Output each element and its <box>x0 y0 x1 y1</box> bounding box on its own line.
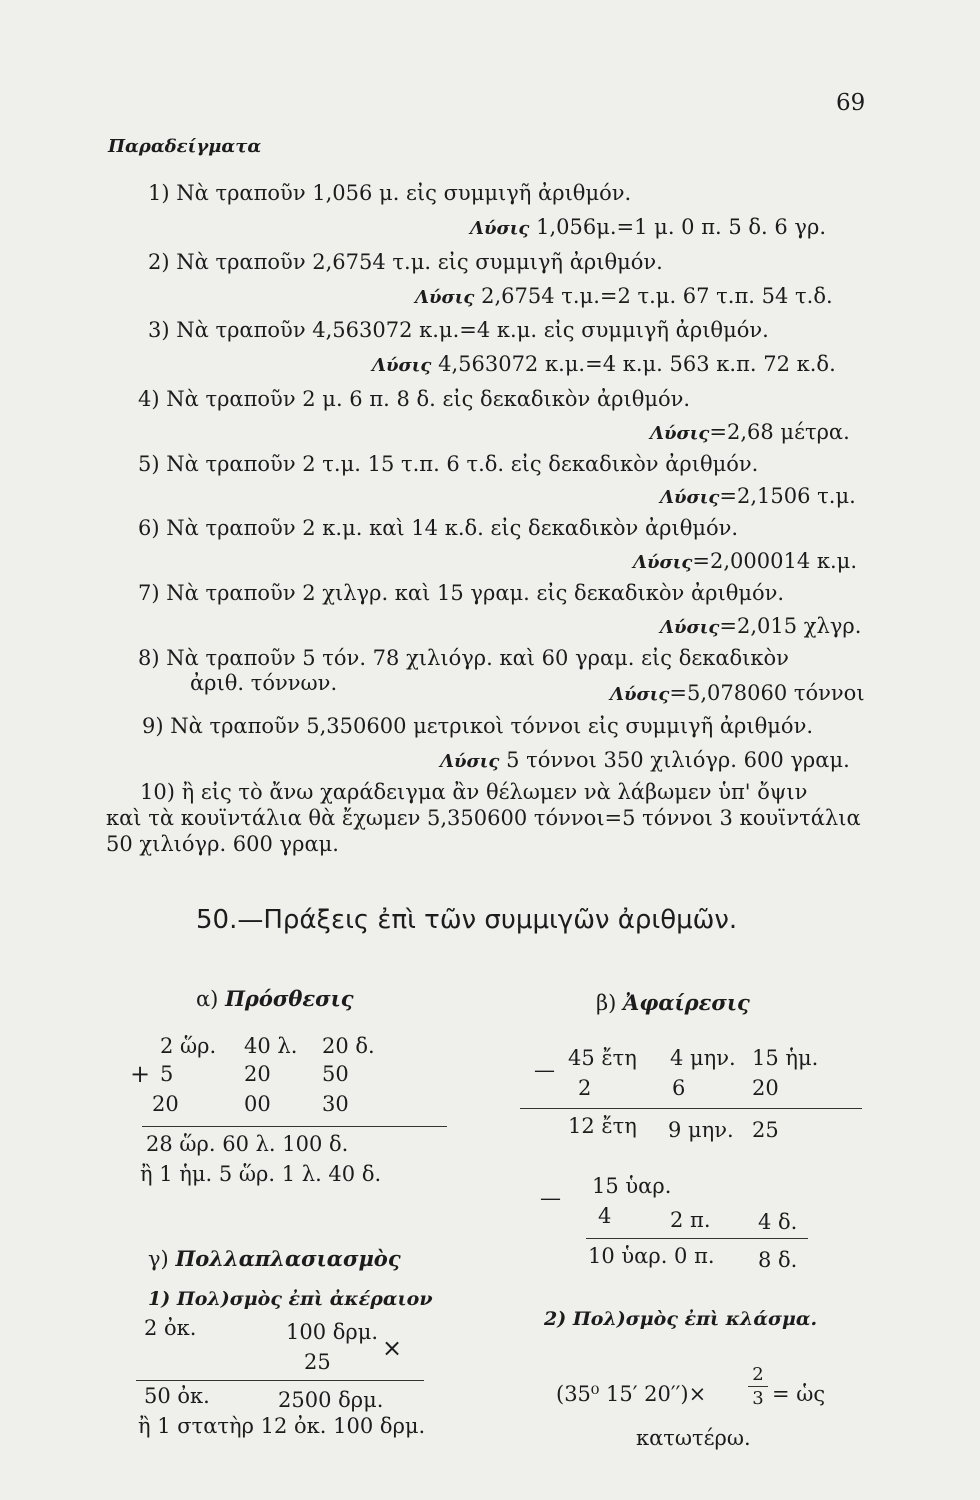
note-10-line-1: 10) ἢ εἰς τὸ ἄνω χαράδειγμα ἂν θέλωμεν νὰ λάβωμεν ὑπ' ὄψιν <box>140 780 808 804</box>
example-4-problem: 4) Νὰ τραποῦν 2 μ. 6 π. 8 δ. εἰς δεκαδικὸν ἀριθμόν. <box>138 387 691 411</box>
example-3-solution: Λύσις 4,563072 κ.μ.=4 κ.μ. 563 κ.π. 72 κ.δ. <box>372 352 836 376</box>
multiplication-sub2-note: κατωτέρω. <box>636 1426 751 1450</box>
example-4-solution: Λύσις=2,68 μέτρα. <box>650 420 850 444</box>
multiplication-sub1-row1-b: 100 δρμ. <box>286 1320 379 1344</box>
addition-heading: α) Πρόσθεσις <box>196 986 354 1011</box>
example-1-problem: 1) Νὰ τραποῦν 1,056 μ. εἰς συμμιγῆ ἀριθμόν. <box>148 181 632 205</box>
multiplication-sub1-multiplier: 25 <box>304 1350 331 1374</box>
multiplication-sub1-result-b: 2500 δρμ. <box>278 1388 384 1412</box>
subtraction-2-result-line <box>586 1238 808 1239</box>
multiplication-sub1-line <box>136 1380 424 1381</box>
subtraction-heading: β) Ἀφαίρεσις <box>596 990 750 1015</box>
multiplication-heading: γ) Πολλαπλασιασμὸς <box>148 1246 401 1271</box>
subtraction-result-line <box>520 1108 862 1109</box>
addition-row-3-a: 20 <box>152 1092 179 1116</box>
addition-row-1-a: 2 ὥρ. <box>160 1034 217 1058</box>
subtraction-2-minus-sign: — <box>540 1186 561 1210</box>
addition-result-converted: ἢ 1 ἡμ. 5 ὥρ. 1 λ. 40 δ. <box>140 1162 382 1186</box>
subtraction-result-b: 9 μην. <box>668 1118 734 1142</box>
subtraction-row-1-c: 15 ἡμ. <box>752 1046 819 1070</box>
addition-row-2-a: 5 <box>160 1062 174 1086</box>
note-10-line-3: 50 χιλιόγρ. 600 γραμ. <box>106 832 339 856</box>
addition-row-2-c: 50 <box>322 1062 349 1086</box>
fraction-denominator: 3 <box>752 1388 764 1409</box>
addition-row-3-b: 00 <box>244 1092 271 1116</box>
example-1-solution: Λύσις 1,056μ.=1 μ. 0 π. 5 δ. 6 γρ. <box>470 215 826 239</box>
subtraction-2-row-1: 15 ὑαρ. <box>592 1174 672 1198</box>
subtraction-row-1-b: 4 μην. <box>670 1046 736 1070</box>
addition-result: 28 ὥρ. 60 λ. 100 δ. <box>146 1132 349 1156</box>
example-2-solution: Λύσις 2,6754 τ.μ.=2 τ.μ. 67 τ.π. 54 τ.δ. <box>415 284 833 308</box>
subtraction-result-c: 25 <box>752 1118 779 1142</box>
example-9-solution: Λύσις 5 τόννοι 350 χιλιόγρ. 600 γραμ. <box>440 748 850 772</box>
fraction-numerator: 2 <box>748 1366 768 1387</box>
subtraction-result-a: 12 ἔτη <box>568 1114 637 1138</box>
multiplication-sub1-result-converted: ἢ 1 στατὴρ 12 ὀκ. 100 δρμ. <box>138 1414 426 1438</box>
example-2-problem: 2) Νὰ τραποῦν 2,6754 τ.μ. εἰς συμμιγῆ ἀριθμόν. <box>148 250 663 274</box>
subtraction-2-row-2-c: 4 δ. <box>758 1210 798 1234</box>
multiplication-sub2-title: 2) Πολ)σμὸς ἐπὶ κλάσμα. <box>544 1308 818 1330</box>
example-8-problem-continued: ἀριθ. τόννων. <box>190 671 338 695</box>
addition-row-2-b: 20 <box>244 1062 271 1086</box>
multiplication-sub2-expression-left: (35⁰ 15′ 20′′)× <box>556 1382 707 1406</box>
subtraction-row-1-a: 45 ἔτη <box>568 1046 637 1070</box>
section-50-title: 50.—Πράξεις ἐπὶ τῶν συμμιγῶν ἀριθμῶν. <box>196 905 738 935</box>
multiplication-sub2-fraction <box>748 1366 768 1408</box>
example-8-problem: 8) Νὰ τραποῦν 5 τόν. 78 χιλιόγρ. καὶ 60 γραμ. εἰς δεκαδικὸν <box>138 646 789 670</box>
example-7-problem: 7) Νὰ τραποῦν 2 χιλγρ. καὶ 15 γραμ. εἰς δεκαδικὸν ἀριθμόν. <box>138 581 785 605</box>
subtraction-row-2-a: 2 <box>578 1076 592 1100</box>
subtraction-2-row-2-a: 4 <box>598 1204 612 1228</box>
subtraction-row-2-c: 20 <box>752 1076 779 1100</box>
note-10-line-2: καὶ τὰ κουϊντάλια θὰ ἔχωμεν 5,350600 τόννοι=5 τόννοι 3 κουϊντάλια <box>106 806 861 830</box>
section-heading: Παραδείγματα <box>108 136 262 157</box>
subtraction-minus-sign: — <box>534 1058 555 1082</box>
addition-row-1-b: 40 λ. <box>244 1034 298 1058</box>
subtraction-2-row-2-b: 2 π. <box>670 1208 711 1232</box>
example-5-problem: 5) Νὰ τραποῦν 2 τ.μ. 15 τ.π. 6 τ.δ. εἰς δεκαδικὸν ἀριθμόν. <box>138 452 759 476</box>
addition-plus-sign: + <box>130 1060 151 1088</box>
multiplication-sub1-result-a: 50 ὀκ. <box>144 1384 210 1408</box>
example-6-problem: 6) Νὰ τραποῦν 2 κ.μ. καὶ 14 κ.δ. εἰς δεκαδικὸν ἀριθμόν. <box>138 516 739 540</box>
example-8-solution: Λύσις=5,078060 τόννοι <box>610 681 865 705</box>
subtraction-2-result-a: 10 ὑαρ. 0 π. <box>588 1244 715 1268</box>
addition-sum-line <box>142 1126 447 1127</box>
multiplication-sub1-title: 1) Πολ)σμὸς ἐπὶ ἀκέραιον <box>148 1288 433 1310</box>
example-6-solution: Λύσις=2,000014 κ.μ. <box>633 549 858 573</box>
subtraction-row-2-b: 6 <box>672 1076 686 1100</box>
example-5-solution: Λύσις=2,1506 τ.μ. <box>660 484 856 508</box>
multiplication-sub1-row1-a: 2 ὀκ. <box>144 1316 197 1340</box>
page-number: 69 <box>836 90 866 116</box>
addition-row-1-c: 20 δ. <box>322 1034 375 1058</box>
example-7-solution: Λύσις=2,015 χλγρ. <box>660 614 862 638</box>
multiplication-sub2-expression-right: = ὡς <box>772 1382 826 1406</box>
example-3-problem: 3) Νὰ τραποῦν 4,563072 κ.μ.=4 κ.μ. εἰς συμμιγῆ ἀριθμόν. <box>148 318 769 342</box>
subtraction-2-result-c: 8 δ. <box>758 1248 798 1272</box>
multiply-sign-icon: × <box>382 1334 403 1362</box>
addition-row-3-c: 30 <box>322 1092 349 1116</box>
example-9-problem: 9) Νὰ τραποῦν 5,350600 μετρικοὶ τόννοι εἰς συμμιγῆ ἀριθμόν. <box>142 714 814 738</box>
